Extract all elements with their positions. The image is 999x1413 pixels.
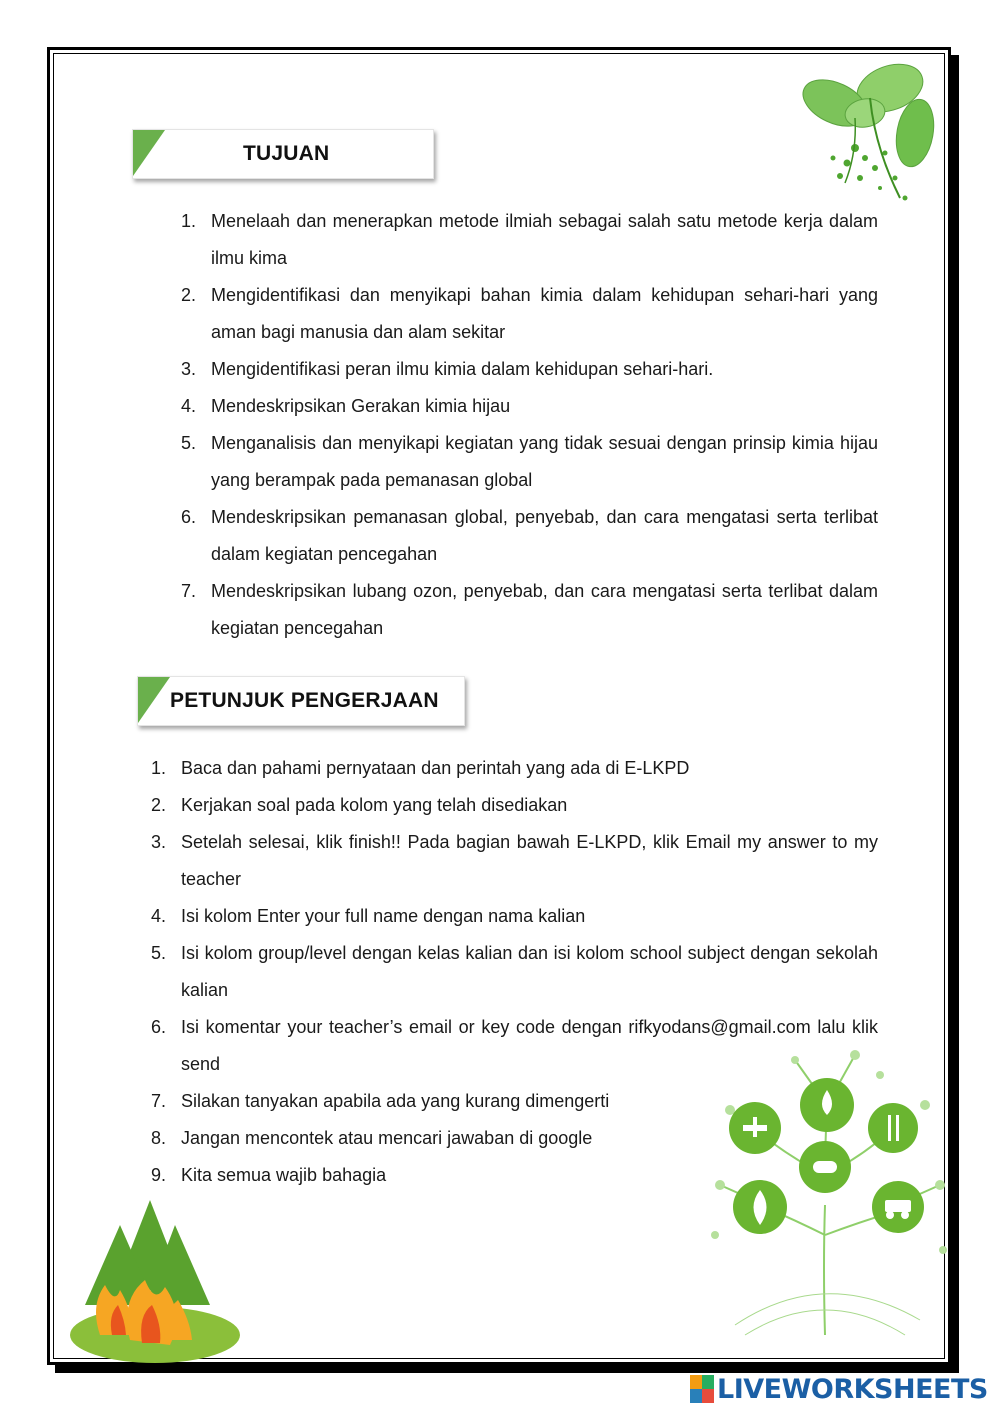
item-text: Mengidentifikasi peran ilmu kimia dalam kehidupan sehari-hari. [211, 359, 714, 379]
accent-triangle [138, 677, 170, 723]
item-number: 5. [151, 943, 167, 963]
item-text: Mendeskripsikan lubang ozon, penyebab, dan cara mengatasi serta terlibat dalam kegiatan pencegahan [211, 581, 878, 638]
item-text: Isi kolom group/level dengan kelas kalian dan isi kolom school subject dengan sekolah kalian [181, 943, 878, 1000]
item-number: 8. [151, 1128, 167, 1148]
list-item [181, 277, 878, 351]
section-header-tujuan [132, 129, 434, 179]
accent-triangle [133, 130, 165, 176]
item-number: 5. [181, 433, 197, 453]
item-text: Setelah selesai, klik finish!! Pada bagian bawah E-LKPD, klik Email my answer to my teacher [181, 832, 878, 889]
item-number: 2. [181, 285, 197, 305]
item-text: Menelaah dan menerapkan metode ilmiah sebagai salah satu metode kerja dalam ilmu kima [211, 211, 878, 268]
item-number: 3. [151, 832, 167, 852]
item-number: 1. [181, 211, 197, 231]
item-text: Isi kolom Enter your full name dengan nama kalian [181, 906, 586, 926]
section-title: PETUNJUK PENGERJAAN [170, 689, 439, 712]
item-number: 6. [181, 507, 197, 527]
item-number: 7. [151, 1091, 167, 1111]
item-text: Mendeskripsikan Gerakan kimia hijau [211, 396, 511, 416]
item-number: 4. [151, 906, 167, 926]
liveworksheets-logo-icon [690, 1375, 714, 1403]
item-text: Kita semua wajib bahagia [181, 1165, 387, 1185]
item-text: Silakan tanyakan apabila ada yang kurang dimengerti [181, 1091, 610, 1111]
list-item [181, 203, 878, 277]
list-item [181, 351, 878, 388]
item-text: Kerjakan soal pada kolom yang telah disediakan [181, 795, 568, 815]
section-header-petunjuk [137, 676, 465, 726]
item-number: 3. [181, 359, 197, 379]
item-text: Isi komentar your teacher’s email or key code dengan rifkyodans@gmail.com lalu klik send [181, 1017, 878, 1074]
item-number: 9. [151, 1165, 167, 1185]
list-item [181, 425, 878, 499]
list-item [181, 499, 878, 573]
list-item [151, 935, 878, 1009]
list-item [151, 750, 878, 787]
item-text: Menganalisis dan menyikapi kegiatan yang tidak sesuai dengan prinsip kimia hijau yang berampak pada pemanasan global [211, 433, 878, 490]
item-number: 1. [151, 758, 167, 778]
item-number: 6. [151, 1017, 167, 1037]
list-item [151, 787, 878, 824]
list-item [151, 898, 878, 935]
item-text: Mengidentifikasi dan menyikapi bahan kimia dalam kehidupan sehari-hari yang aman bagi manusia dan alam sekitar [211, 285, 878, 342]
green-chemistry-tree-illustration [705, 1035, 950, 1360]
item-text: Jangan mencontek atau mencari jawaban di google [181, 1128, 593, 1148]
item-number: 2. [151, 795, 167, 815]
item-text: Baca dan pahami pernyataan dan perintah yang ada di E-LKPD [181, 758, 690, 778]
item-number: 4. [181, 396, 197, 416]
item-number: 7. [181, 581, 197, 601]
item-text: Mendeskripsikan pemanasan global, penyebab, dan cara mengatasi serta terlibat dalam kegiatan pencegahan [211, 507, 878, 564]
list-item [181, 388, 878, 425]
tujuan-list [181, 203, 878, 647]
forest-fire-illustration [60, 1195, 240, 1365]
liveworksheets-brand [690, 1372, 990, 1406]
list-item [151, 824, 878, 898]
list-item [181, 573, 878, 647]
leaves-illustration [795, 58, 945, 208]
brand-name: LIVEWORKSHEETS [717, 1373, 988, 1405]
section-title: TUJUAN [243, 142, 330, 165]
